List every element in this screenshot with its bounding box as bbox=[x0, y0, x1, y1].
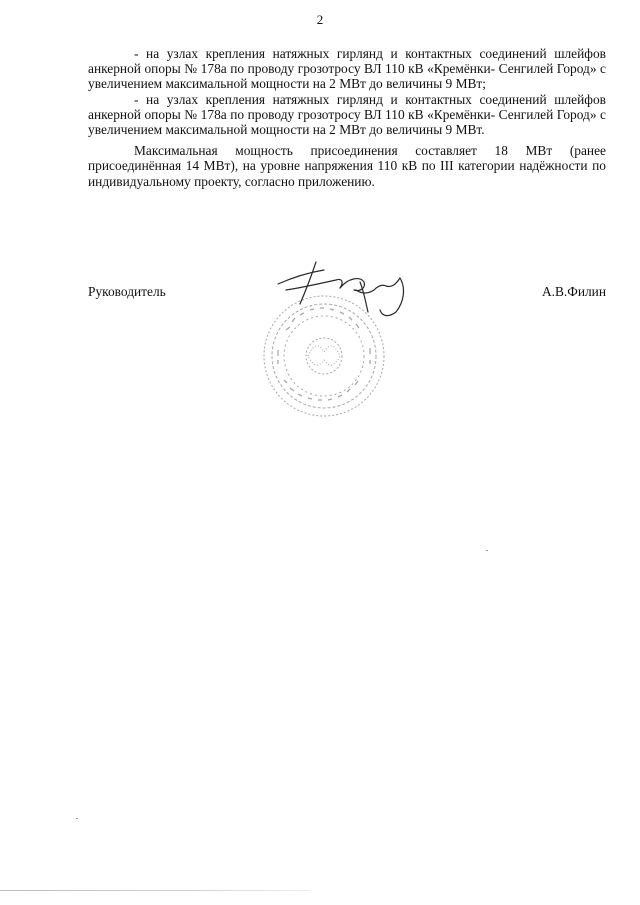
signatory-role: Руководитель bbox=[88, 284, 166, 299]
signatory-name: А.В.Филин bbox=[541, 284, 606, 299]
paragraph-item-2: - на узлах крепления натяжных гирлянд и контактных соединений шлейфов анкерной опоры № 178а по проводу грозотросу ВЛ 110 кВ «Кремёнки- Сенгилей Город» с увеличением максимальной мощности на 2 МВт до величины 9 МВт. bbox=[88, 91, 606, 138]
paragraph-connection-power: Максимальная мощность присоединения составляет 18 МВт (ранее присоединённая 14 МВт), на уровне напряжения 110 кВ по III категории надёжности по индивидуальному проекту, согласно приложению. bbox=[88, 143, 606, 189]
scan-speck bbox=[486, 550, 488, 551]
document-body bbox=[88, 46, 606, 189]
handwritten-signature bbox=[256, 260, 416, 430]
paragraph-item-1: - на узлах крепления натяжных гирлянд и контактных соединений шлейфов анкерной опоры № 178а по проводу грозотросу ВЛ 110 кВ «Кремёнки- Сенгилей Город» с увеличением максимальной мощности на 2 МВт до величины 9 МВт; bbox=[88, 46, 606, 92]
scan-speck bbox=[76, 818, 78, 819]
page-bottom-edge bbox=[0, 890, 310, 891]
seal-and-signature bbox=[256, 260, 416, 430]
page-number: 2 bbox=[316, 12, 324, 27]
